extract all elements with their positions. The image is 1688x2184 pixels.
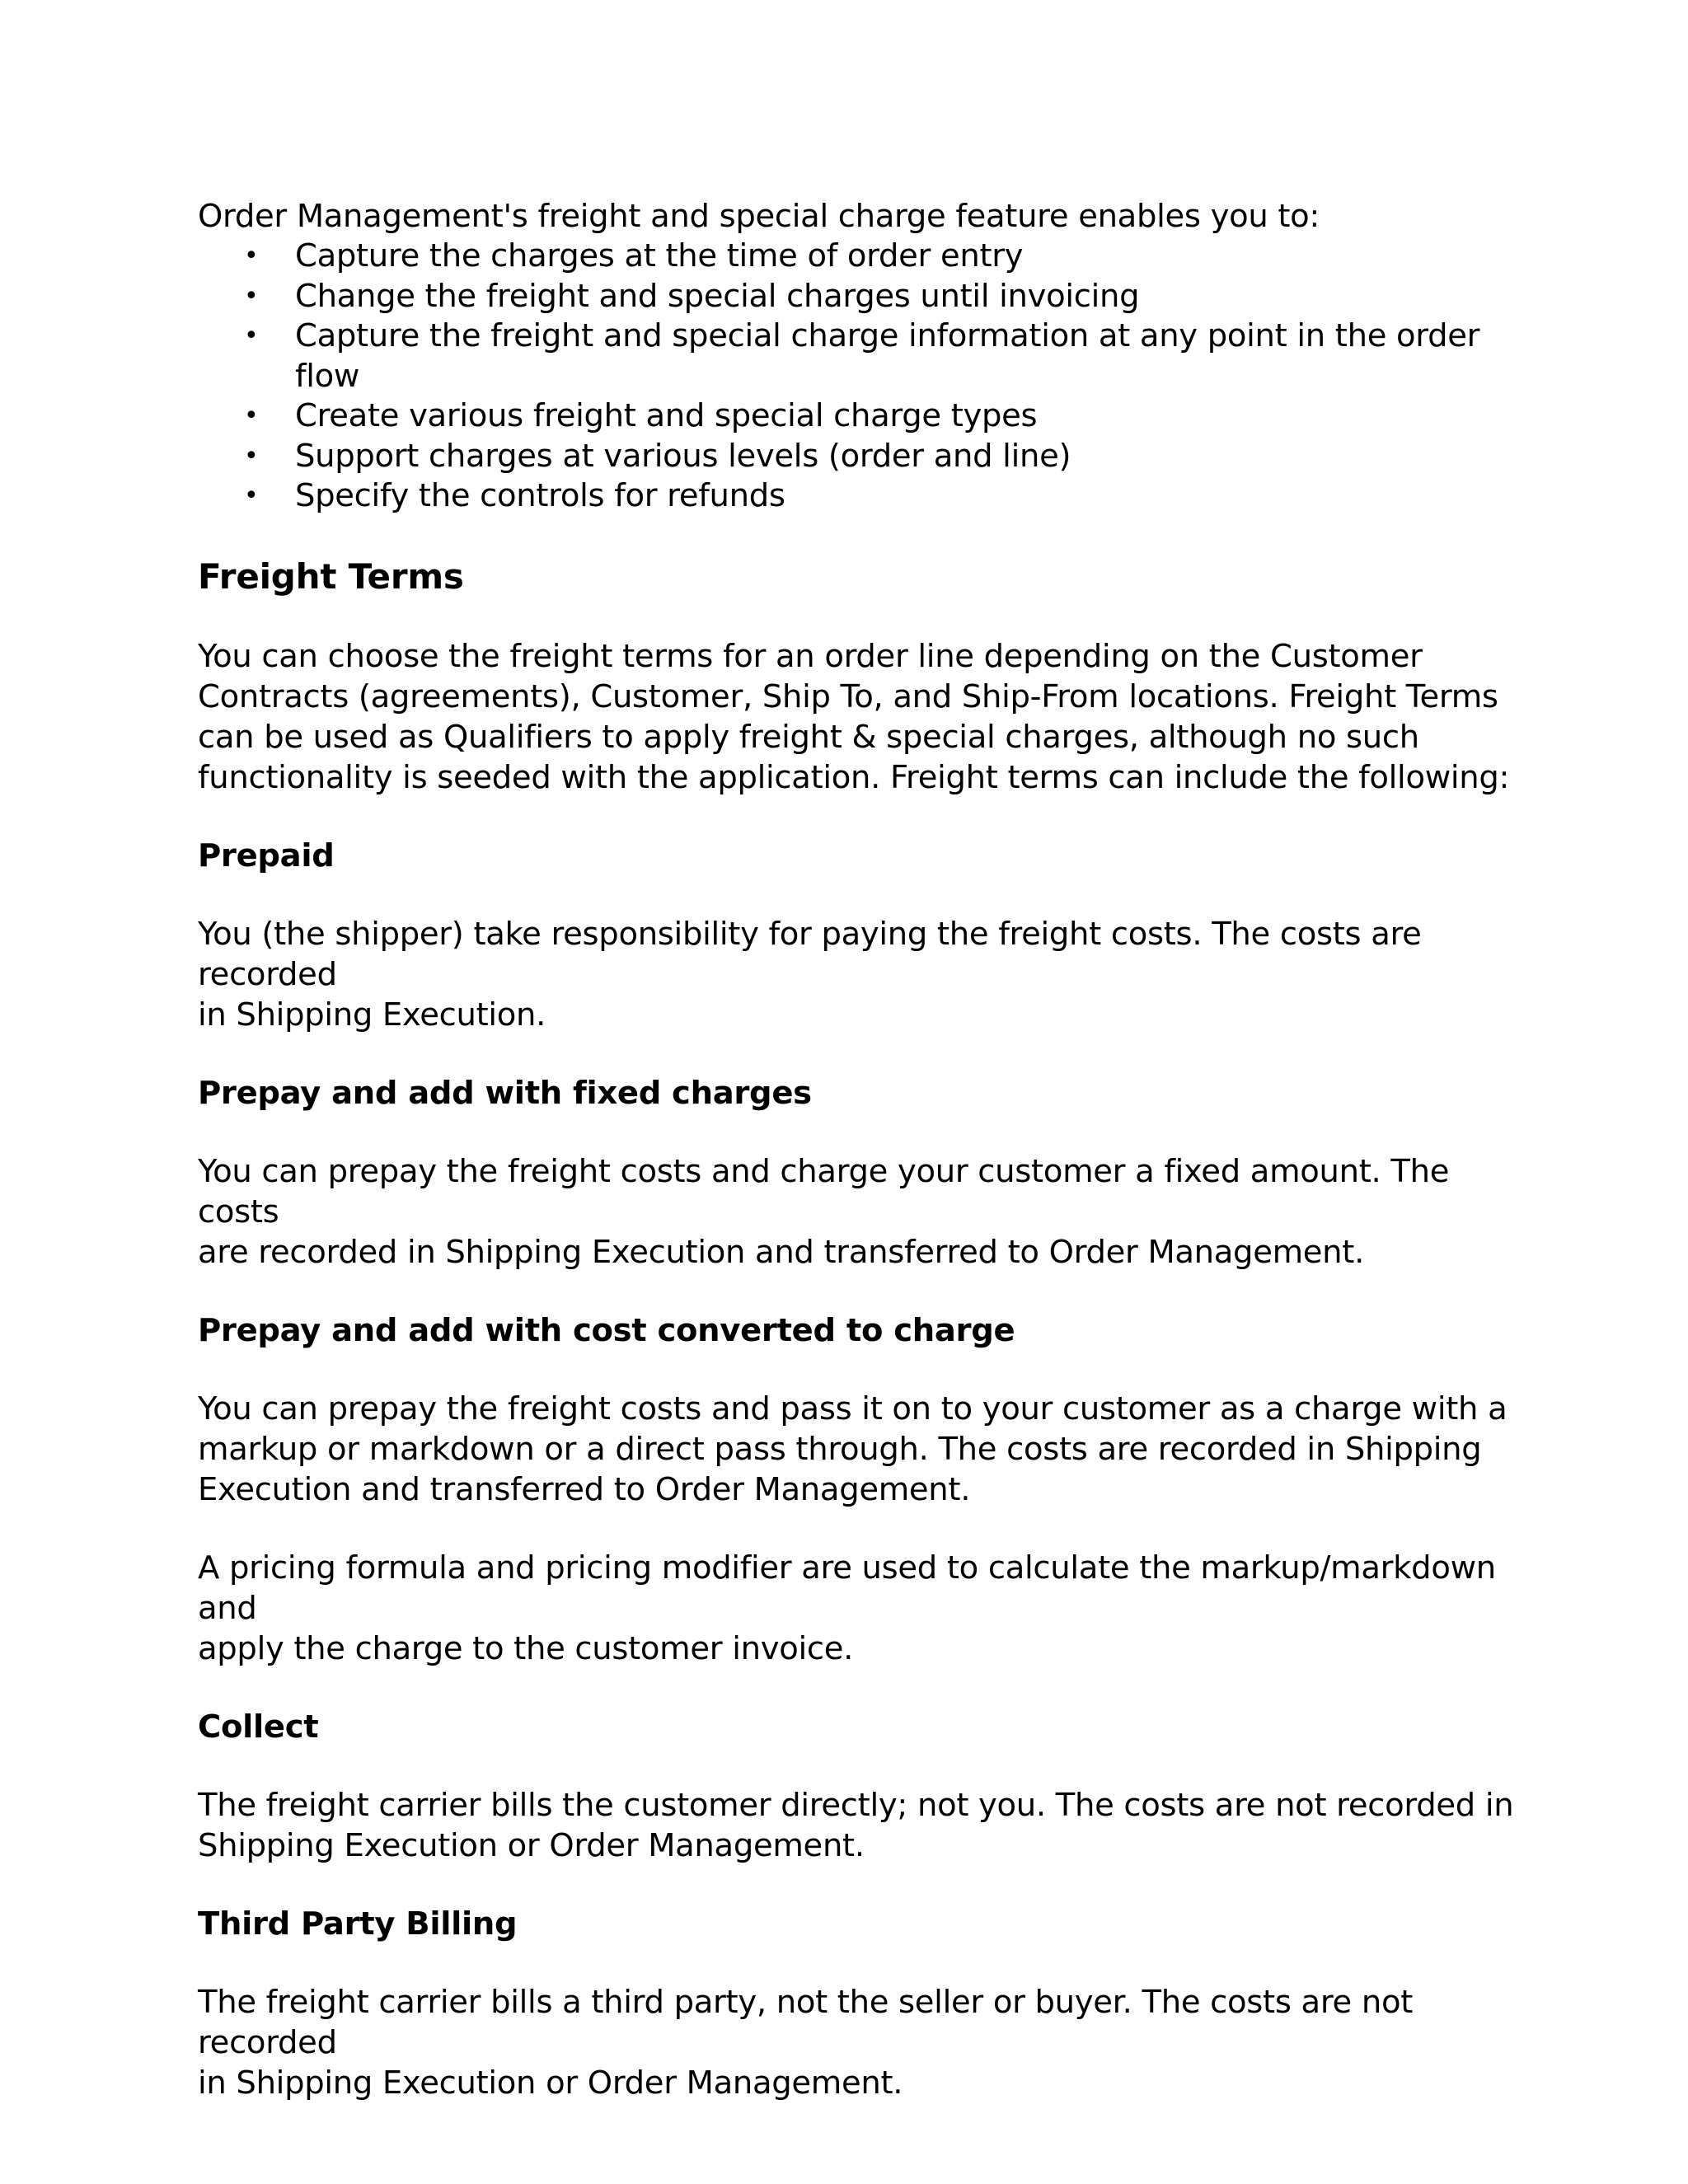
list-item: • Capture the charges at the time of order entry [198, 237, 1540, 277]
bullet-icon: • [244, 241, 259, 270]
collect-paragraph: The freight carrier bills the customer directly; not you. The costs are not recorded in Shipping Execution or Order Management. [198, 1786, 1514, 1864]
freight-terms-paragraph: You can choose the freight terms for an order line depending on the Customer Contracts (agreements), Customer, Ship To, and Ship-From locations. Freight Terms can be used as Qualifiers to apply freight & special charges, although no such functionality is seeded with the application. Freight terms can include the following: [198, 637, 1510, 796]
prepay-converted-heading: Prepay and add with cost converted to charge [198, 1311, 1015, 1349]
intro-paragraph: Order Management's freight and special charge feature enables you to: [198, 198, 1320, 235]
prepay-converted-paragraph: You can prepay the freight costs and pass it on to your customer as a charge with a markup or markdown or a direct pass through. The costs are recorded in Shipping Execution and transferred to Order Management. [198, 1390, 1507, 1508]
prepay-fixed-heading: Prepay and add with fixed charges [198, 1074, 812, 1112]
bullet-icon: • [244, 441, 259, 471]
pricing-formula-paragraph: A pricing formula and pricing modifier are used to calculate the markup/markdown and apply the charge to the customer invoice. [198, 1549, 1496, 1667]
collect-heading: Collect [198, 1708, 319, 1746]
prepaid-heading: Prepaid [198, 837, 335, 874]
freight-terms-heading: Freight Terms [198, 555, 464, 597]
bullet-icon: • [244, 401, 259, 430]
list-item: • Support charges at various levels (order and line) [198, 437, 1540, 477]
list-item: • Create various freight and special charge types [198, 396, 1540, 437]
list-item: • Capture the freight and special charge information at any point in the order flow [244, 317, 1480, 395]
list-item: • Specify the controls for refunds [198, 476, 1540, 517]
third-party-paragraph: The freight carrier bills a third party, not the seller or buyer. The costs are not recorded in Shipping Execution or Order Management. [198, 1983, 1413, 2102]
bullet-icon: • [244, 481, 259, 510]
third-party-heading: Third Party Billing [198, 1905, 518, 1943]
prepaid-paragraph: You (the shipper) take responsibility for paying the freight costs. The costs are recorded in Shipping Execution. [198, 915, 1422, 1033]
feature-list [198, 237, 1540, 517]
bullet-icon: • [244, 281, 259, 311]
bullet-icon: • [244, 321, 259, 350]
list-item: • Change the freight and special charges until invoicing [198, 277, 1540, 317]
prepay-fixed-paragraph: You can prepay the freight costs and charge your customer a fixed amount. The costs are recorded in Shipping Execution and transferred to Order Management. [198, 1152, 1450, 1271]
